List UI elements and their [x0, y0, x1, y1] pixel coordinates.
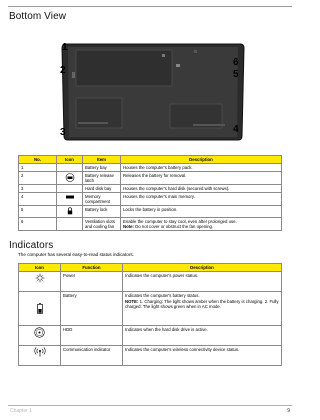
row-no: 1 [19, 164, 57, 172]
callout-4: 4 [233, 124, 239, 135]
table-row [19, 206, 282, 218]
row-icon [19, 272, 61, 292]
row-icon [57, 164, 83, 172]
row-no: 6 [19, 218, 57, 231]
row-description-text: Indicates the computer's battery status. [125, 293, 200, 298]
row-description: Indicates the computer's power status. [123, 272, 282, 292]
header-icon: Icon [57, 156, 83, 164]
bottom-view-table [18, 155, 282, 231]
row-description: Houses the computer's main memory. [121, 193, 282, 206]
row-description-text: Enable the computer to stay cool, even after prolonged use. [123, 219, 237, 224]
row-item: Battery release latch [83, 172, 121, 185]
row-description: Locks the battery in position. [121, 206, 282, 218]
indicators-table [18, 263, 282, 366]
callout-5: 5 [233, 69, 239, 80]
note-text: Do not cover or obstruct the fan opening. [135, 224, 214, 229]
row-description: Indicates the computer's wireless connectivity device status. [123, 346, 282, 366]
indicators-intro: The computer has several easy-to-read status indicators. [18, 252, 134, 257]
row-item: Ventilation slots and cooling fan [83, 218, 121, 231]
laptop-bottom-figure [58, 38, 248, 142]
row-icon [57, 218, 83, 231]
footer-text: Chapter 1 [10, 408, 32, 414]
row-description: Houses the computer's hard disk (secured with screws). [121, 185, 282, 193]
row-item: Hard disk bay [83, 185, 121, 193]
table-row [19, 346, 282, 366]
row-icon [19, 292, 61, 326]
row-icon [19, 326, 61, 346]
row-description [121, 218, 282, 231]
row-description: Indicates when the hard disk drive is active. [123, 326, 282, 346]
table-row [19, 326, 282, 346]
row-icon [57, 172, 83, 185]
memory-icon [65, 194, 75, 200]
header-no: No. [19, 156, 57, 164]
table-row [19, 164, 282, 172]
callout-3: 3 [60, 127, 66, 138]
power-icon [35, 273, 45, 283]
wireless-icon [34, 347, 46, 357]
row-no: 2 [19, 172, 57, 185]
header-icon: Icon [19, 264, 61, 272]
table-row [19, 292, 282, 326]
footer-rule [8, 405, 292, 406]
row-icon [57, 185, 83, 193]
battery-icon [37, 303, 43, 314]
row-function: Battery [61, 292, 123, 326]
note-label: Note: [123, 224, 134, 229]
row-icon [19, 346, 61, 366]
row-description [123, 292, 282, 326]
row-item: Memory compartment [83, 193, 121, 206]
row-no: 4 [19, 193, 57, 206]
callout-6: 6 [233, 57, 239, 68]
row-function: HDD [61, 326, 123, 346]
note-item-2-label: 2. Fully charged: [125, 299, 279, 309]
page-title: Bottom View [9, 11, 67, 22]
row-note [125, 299, 279, 309]
lock-icon [67, 207, 73, 215]
row-icon [57, 206, 83, 218]
row-note [123, 224, 279, 229]
header-rule [8, 6, 292, 7]
row-no: 3 [19, 185, 57, 193]
row-description: Releases the battery for removal. [121, 172, 282, 185]
row-function: Power [61, 272, 123, 292]
table-row [19, 185, 282, 193]
row-icon [57, 193, 83, 206]
table-row [19, 193, 282, 206]
callout-2: 2 [60, 65, 66, 76]
row-function: Communication indicator [61, 346, 123, 366]
row-item: Battery bay [83, 164, 121, 172]
note-item-1-label: 1. Charging: [139, 299, 163, 304]
hdd-icon [34, 327, 45, 338]
row-no: 5 [19, 206, 57, 218]
row-description: Houses the computer's battery pack. [121, 164, 282, 172]
indicators-title: Indicators [9, 240, 54, 251]
note-item-2-text: The light shows green when in AC mode. [142, 304, 221, 309]
table-row [19, 218, 282, 231]
battery-release-icon [65, 173, 75, 182]
header-function: Function [61, 264, 123, 272]
row-item: Battery lock [83, 206, 121, 218]
header-description: Description [123, 264, 282, 272]
callout-1: 1 [62, 42, 68, 53]
table-header-row [19, 156, 282, 164]
header-item: Item [83, 156, 121, 164]
note-label: NOTE: [125, 299, 139, 304]
page-number: 9 [287, 408, 290, 414]
table-row [19, 272, 282, 292]
note-item-1-text: The light shows amber when the battery is charging. [164, 299, 264, 304]
table-row [19, 172, 282, 185]
header-description: Description [121, 156, 282, 164]
table-header-row [19, 264, 282, 272]
